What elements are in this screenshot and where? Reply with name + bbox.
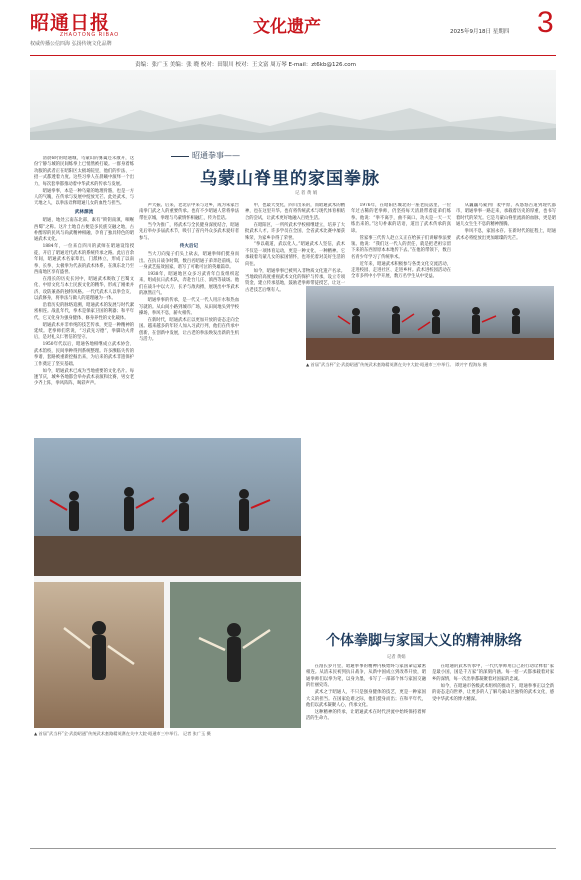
slogan: 权威传播公信四海 弘扬传统文化品牌 bbox=[30, 41, 112, 47]
performers-group-icon bbox=[306, 286, 554, 360]
bottom-photo-collage bbox=[34, 438, 301, 728]
newspaper-logo: 昭通日报 bbox=[30, 12, 111, 34]
paragraph: 管家事三代传人赵立义正在给孩子们讲解拳法要领。他说：“我们这一代人的责任，就是把老祖宗留下来的东西原原本本地传下去。”在他的带领下，数百名青少年学习了传统拳术。 bbox=[351, 235, 451, 260]
paragraph: 从巍巍乌蒙到广袤中原，从悠悠古道到现代都市，昭通拳事一路走来，承载着历史的厚重，也书写着时代的荣光。它是乌蒙山脊里流淌的血脉，更是昭通儿女生生不息的精神图腾。 bbox=[456, 203, 556, 228]
feature-kicker: 昭通拳事—— bbox=[171, 150, 240, 161]
paragraph: 1884年，一位来自四川的武师在昭通设馆授徒，开启了昭通近代武术的系统传承之路。此后百余年间，昭通武术名家辈出，门派林立，形成了以南拳、长拳、太极拳为代表的武术体系，在滇东北乃至西南地区享有盛誉。 bbox=[34, 244, 134, 275]
feature-column-2 bbox=[139, 203, 239, 432]
paragraph: 申，也最大变化，四川出来的，而昭通武术的精神，也在这里升华。也有将传统武术与现代体育相结合的尝试，让武术更好地融入百姓生活。 bbox=[245, 203, 345, 221]
issue-date: 2025年9月18日 星期四 bbox=[450, 29, 510, 35]
paragraph: “拳以载道，武以化人。”昭通武术人坚信，武术不仅是一项体育运动，更是一种文化、一种精神。它承载着乌蒙儿女的家国情怀，也寄托着对美好生活的向往。 bbox=[245, 242, 345, 267]
paragraph: 拳风不息，家国永存。在新时代的征程上，昭通武术必将绽放出更加璀璨的光芒。 bbox=[456, 229, 556, 241]
bottom-rule bbox=[30, 848, 556, 849]
newspaper-logo-en: ZHAOTONG RIBAO bbox=[60, 32, 120, 38]
subhead: 传火后记 bbox=[179, 243, 199, 249]
feature-header-art bbox=[30, 70, 556, 140]
paragraph: 这种精神的传承，让昭通武术在时代洪流中始终保持着鲜活的生命力。 bbox=[306, 709, 426, 722]
paragraph: 如今，昭通武术已成为当地重要的文化名片。每逢节庆，城乡各地都会举办武术表演和比赛，男女老少齐上阵，拳风阵阵，喝彩声声。 bbox=[34, 368, 134, 387]
feature-photo-caption: ▲ 首届“武当杯”全·武韵昭通”传统武术套路精英赛在关中大院·昭通市三中举行。 谭兴宇 程海东 摄 bbox=[306, 362, 487, 367]
paragraph: 武术之于昭通人，不只是强身健体的技艺，更是一种家国大义的担当。在国家危难之际，他们挺身而出；在和平年代，他们以武术凝聚人心，传承文化。 bbox=[306, 690, 426, 708]
feature-byline: 记 者 黄 娟 bbox=[295, 191, 318, 196]
paragraph: 在漫长岁月里，昭通拳事的精神内核始终与家国命运紧密相连。从清末民初到抗日战争，从新中国成立到改革开放，昭通拳师们以拳为笔，以身为墨，书写了一部部个体与家国交融的壮丽史诗。 bbox=[306, 664, 426, 689]
bottom-column-1 bbox=[306, 664, 426, 844]
paragraph: 昭通拳事，本是一种乌蒙的地理骨骼，也是一方人的气魄，在传承与发展中绽放光芒。此处武术，与天地之人，以拳法诠释昭通儿女的血性与担当。 bbox=[34, 188, 134, 207]
subhead: 武林源流 bbox=[74, 209, 94, 215]
paragraph: 在漫长的历史长河中，昭通武术吸收了巴蜀文化、中原文化与本土民族文化的精华，形成了刚柔并济、攻防兼备的独特风格。一代代武术人以拳会友、以武修身，将拳法与做人的道理融为一体。 bbox=[34, 276, 134, 302]
paragraph: 昭通武术并非单纯的技艺传承，更是一种精神的延续。老拳师们常说，“习武先习德”，拳脚功夫背后，是对礼义仁智信的坚守。 bbox=[34, 322, 134, 341]
section-title: 文化遗产 bbox=[253, 17, 321, 37]
header-rule bbox=[30, 55, 556, 56]
paragraph: 1938年，昭通地区众多习武青年自发组织起来，组成抗日武术队，奔赴台儿庄、滇西等战场。他们在战斗中以大刀、长矛与敌肉搏，展现出中华武术的凛然正气。 bbox=[139, 272, 239, 297]
paragraph: 沿着历史的脉络追溯，昭通武术的发展与时代紧密相连。战乱年代，拳术是保家卫国的利器；和平年代，它又化身为强身健体、修身养性的文化载体。 bbox=[34, 302, 134, 321]
feature-headline: 乌蒙山脊里的家国拳脉 bbox=[200, 169, 380, 189]
paragraph: 昭通，地处云南东北部，素有“锁钥南滇，咽喉西蜀”之称。这片土地自古便是多民族交融之地，古朴醇厚的民风与尚武精神相融，孕育了独具特色的昭通武术文化。 bbox=[34, 218, 134, 243]
bottom-column-2 bbox=[432, 664, 554, 844]
feature-column-1 bbox=[34, 156, 134, 432]
paragraph: 在昭阳区，一所所武术学校相继建立，培养了大批武术人才。许多学员在全国、全省武术比赛中屡获殊荣，为家乡争得了荣誉。 bbox=[245, 222, 345, 241]
page-number: 3 bbox=[537, 6, 554, 39]
paragraph: 声大振。后来，老北京中来与这乡，成为朱家台南拳门武之人的重要传承。也有不少昭通人常将拳法带往京城，拳理与乌蒙情怀相融汇，传为佳话。 bbox=[139, 203, 239, 221]
bottom-headline: 个体拳脚与家国大义的精神脉络 bbox=[326, 633, 522, 649]
paragraph: 清晨6时的昭通城，乌蒙山的雾霭还未散开，这份宁静与城的民间练拳上已悄然被打破。一群身着练功服的武者正在昭阳区太极场院里，他们的步法、一招一式都透着力度。这些习拳人在晨曦中演绎一个出力，每次套拳都推动着中华武术的传承与发展。 bbox=[34, 156, 134, 187]
feature-photo-martial-arts bbox=[306, 286, 554, 360]
paragraph: 如今，在昭通市各级武术组织的推动下，昭通拳事正以全新的姿态走向世界，让更多的人了解乌蒙山区独特的武术文化，感受中华武术的博大精深。 bbox=[432, 683, 554, 702]
paragraph: 如今，昭通拳事已被列入非物质文化遗产名录。当地政府高度重视武术文化的保护与传承，设立专项资金，建立传承基地，鼓励老拳师带徒授艺，让这一古老技艺后继有人。 bbox=[245, 268, 345, 293]
editor-credits: 责编：张广玉 美编：张 晓 校对：田银川 校对：王文富 周万琴 E-mail：zt6kb@126.com bbox=[135, 62, 356, 68]
mountain-silhouette-icon bbox=[30, 100, 556, 140]
paragraph: 在新时代，昭通武术正以更加开放的姿态走向全国。越来越多的年轻人加入习武行列，他们在传承中创新，在创新中发展，让古老的拳法焕发出新的生机与活力。 bbox=[139, 317, 239, 343]
paragraph: 当大刀向鬼子们头上砍去，昭通拳师们挺身而出。在抗日战争时期，数百名昭通子弟奔赴前线，以一身武艺报效国家，谱写了可歌可泣的英雄篇章。 bbox=[139, 252, 239, 271]
martial-arts-photos-icon bbox=[34, 438, 301, 728]
paragraph: 1950年代以后，昭通各地相继成立武术协会、武术馆校，民间拳种得到系统整理。许多濒临失传的拳谱、套路被重新挖掘出来，为后来的武术非遗保护工作奠定了坚实基础。 bbox=[34, 342, 134, 367]
masthead bbox=[30, 8, 560, 54]
paragraph: 近年来，昭通武术积极参与各类文化交流活动，走进校园、走进社区、走进乡村。武术进校园活动在全市多所中小学开展，数万名学生从中受益。 bbox=[351, 261, 451, 280]
bottom-byline: 记者 黄娟 bbox=[387, 655, 406, 660]
bottom-photo-caption: ▲ 首届“武当杯”全·武韵昭通”传统武术套路精英赛在关中大院·昭通市三中举行。 记者 张广玉 摄 bbox=[34, 731, 211, 736]
paragraph: 在昭通的武术传承中，一代代拳师用自己的行动诠释着“家是最小国，国是千万家”的深刻内涵。每一招一式都承载着对家乡的深情，每一次出拳都凝聚着对国家的忠诚。 bbox=[432, 664, 554, 682]
paragraph: 当今为推广，将武术与全民健身深度结合，昭通先后举办多届武术节，吸引了省内外众多武术爱好者参与。 bbox=[139, 222, 239, 241]
paragraph: 1976年，在昭阳区城北的一座老院落里，一位年过古稀的老拳师，仍坚持每天清晨带着徒弟们练拳。他说：“拳不离手，曲不离口。功夫是一天一天练出来的。”这句朴素的话语，道出了武术传承的真谛。 bbox=[351, 203, 451, 234]
paragraph: 昭通拳事的传承，是一代又一代人用汗水和热血写就的。从山间小路到城市广场，从田间地头到学校操场，拳风不息，薪火相传。 bbox=[139, 298, 239, 316]
